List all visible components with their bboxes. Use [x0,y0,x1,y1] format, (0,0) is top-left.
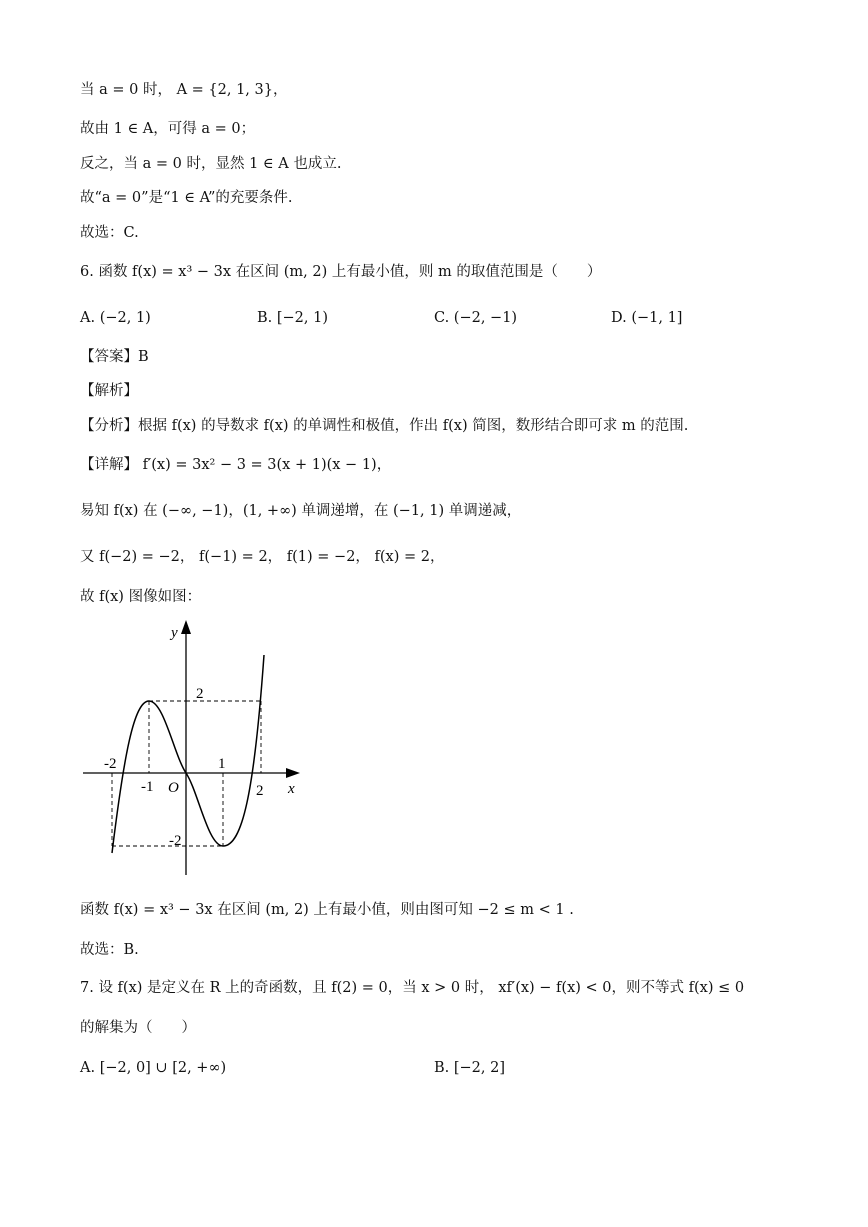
q6-option-a: A. (−2, 1) [80,310,151,326]
label-y-neg2: -2 [169,833,182,849]
q6-option-b: B. [−2, 1) [257,310,329,326]
q6-option-d: D. (−1, 1] [611,310,683,326]
text-line: 故选：C. [80,225,139,241]
question-7-stem-cont: 的解集为（ ） [80,1020,196,1036]
q7-option-b: B. [−2, 2] [434,1060,506,1076]
label-x-2: 2 [256,783,264,799]
detail-text: 故 f(x) 图像如图： [80,589,202,605]
detail-text: 易知 f(x) 在 (−∞, −1)，(1, +∞) 单调递增，在 (−1, 1) 单调递减， [80,503,522,519]
text-line: 反之，当 a = 0 时，显然 1 ∈ A 也成立. [80,156,342,172]
detail-text: 【详解】 f′(x) = 3x² − 3 = 3(x + 1)(x − 1)， [80,457,392,473]
label-x-1: 1 [218,756,226,772]
analysis-label: 【解析】 [80,383,138,399]
q6-option-c: C. (−2, −1) [434,310,518,326]
label-y-2: 2 [196,686,204,702]
x-axis-label: x [288,781,295,797]
analysis-text: 【分析】根据 f(x) 的导数求 f(x) 的单调性和极值，作出 f(x) 简图，数形结合即可求 m 的范围. [80,418,689,434]
origin-label: O [168,780,179,796]
function-graph [78,615,318,875]
answer-label: 【答案】B [80,349,149,365]
label-x-neg2: -2 [104,756,117,772]
detail-text: 又 f(−2) = −2， f(−1) = 2， f(1) = −2， f(x) = 2， [80,549,445,565]
question-7-stem: 7. 设 f(x) 是定义在 R 上的奇函数，且 f(2) = 0，当 x > 0 时， xf′(x) − f(x) < 0，则不等式 f(x) ≤ 0 [80,980,745,996]
x-axis-arrow [286,768,300,778]
text-line: 故“a = 0”是“1 ∈ A”的充要条件. [80,190,293,206]
conclusion-text: 函数 f(x) = x³ − 3x 在区间 (m, 2) 上有最小值，则由图可知 −2 ≤ m < 1 . [80,902,574,918]
question-6-stem: 6. 函数 f(x) = x³ − 3x 在区间 (m, 2) 上有最小值，则 m 的取值范围是（ ） [80,264,602,280]
text-line: 当 a = 0 时， A = {2, 1, 3}， [80,82,288,98]
y-axis-label: y [171,625,178,641]
cubic-curve [112,655,264,853]
choice-text: 故选：B. [80,942,139,958]
text-line: 故由 1 ∈ A，可得 a = 0； [80,121,256,137]
y-axis-arrow [181,620,191,634]
q7-option-a: A. [−2, 0] ∪ [2, +∞) [80,1060,227,1076]
label-x-neg1: -1 [141,779,154,795]
